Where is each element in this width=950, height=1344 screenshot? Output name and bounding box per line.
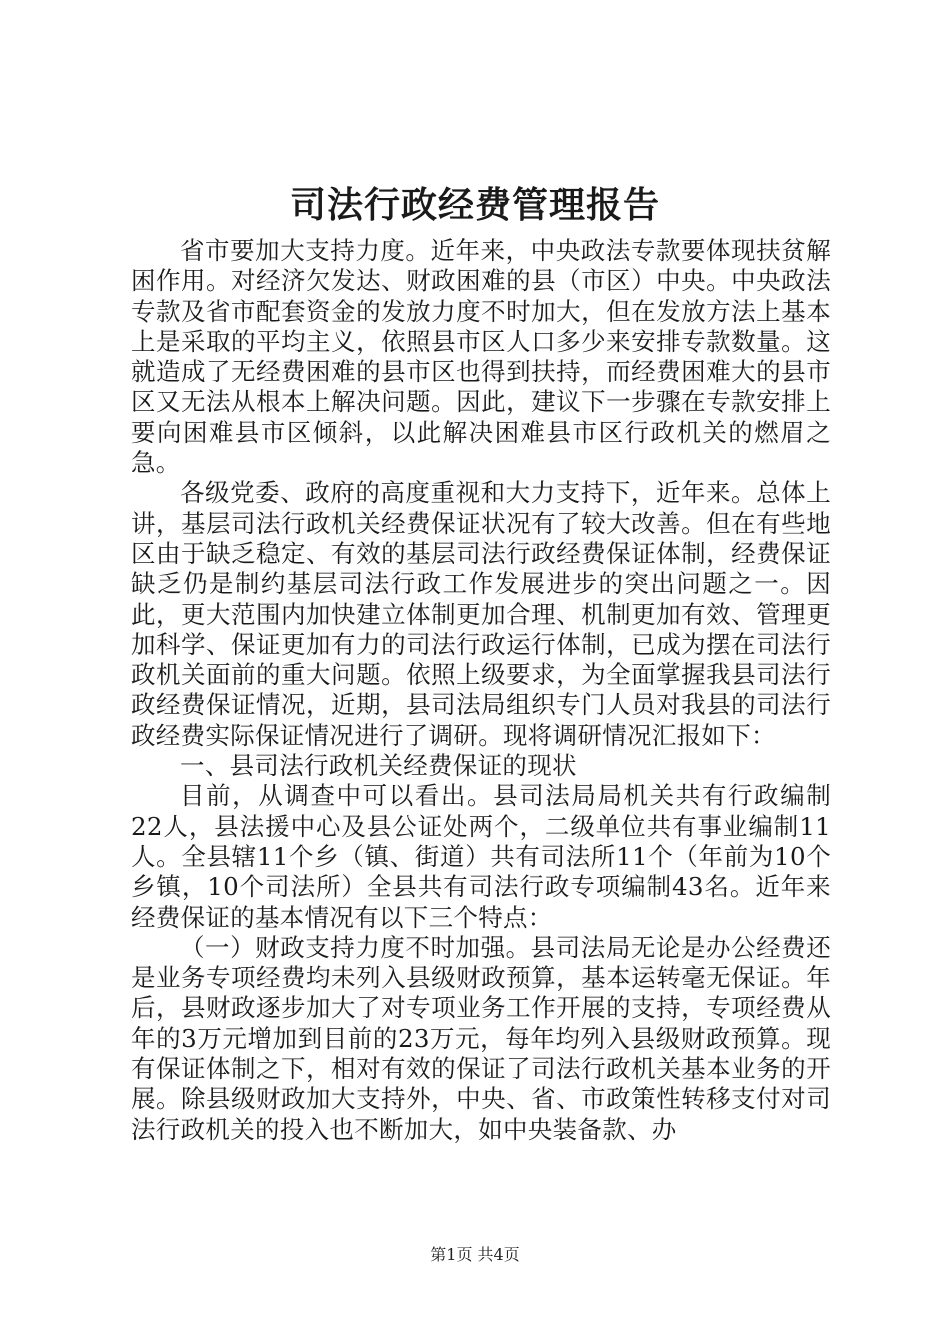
document-title: 司法行政经费管理报告	[289, 184, 660, 226]
paragraph-support-funding: 省市要加大支持力度。近年来，中央政法专款要体现扶贫解困作用。对经济欠发达、财政困难的县（市区）中央。中央政法专款及省市配套资金的发放力度不时加大，但在发放方法上基本上是采取的平均主义，依照县市区人口多少来安排专款数量。这就造成了无经费困难的县市区也得到扶持，而经费困难大的县市区又无法从根本上解决问题。因此，建议下一步骤在专款安排上要向困难县市区倾斜，以此解决困难县市区行政机关的燃眉之急。	[131, 236, 831, 478]
document-body	[131, 236, 831, 1145]
paragraph-introduction: 各级党委、政府的高度重视和大力支持下，近年来。总体上讲，基层司法行政机关经费保证状况有了较大改善。但在有些地区由于缺乏稳定、有效的基层司法行政经费保证体制，经费保证缺乏仍是制约基层司法行政工作发展进步的突出问题之一。因此，更大范围内加快建立体制更加合理、机制更加有效、管理更加科学、保证更加有力的司法行政运行体制，已成为摆在司法行政机关面前的重大问题。依照上级要求，为全面掌握我县司法行政经费保证情况，近期，县司法局组织专门人员对我县的司法行政经费实际保证情况进行了调研。现将调研情况汇报如下：	[131, 478, 831, 750]
section-heading-current-status: 一、县司法行政机关经费保证的现状	[180, 751, 577, 781]
paragraph-financial-support: （一）财政支持力度不时加强。县司法局无论是办公经费还是业务专项经费均未列入县级财政预算，基本运转毫无保证。年后，县财政逐步加大了对专项业务工作开展的支持，专项经费从年的3万元增加到目前的23万元，每年均列入县级财政预算。现有保证体制之下，相对有效的保证了司法行政机关基本业务的开展。除县级财政加大支持外，中央、省、市政策性转移支付对司法行政机关的投入也不断加大，如中央装备款、办	[131, 932, 831, 1144]
paragraph-staffing: 目前，从调查中可以看出。县司法局局机关共有行政编制22人，县法援中心及县公证处两个，二级单位共有事业编制11人。全县辖11个乡（镇、街道）共有司法所11个（年前为10个乡镇，10个司法所）全县共有司法行政专项编制43名。近年来经费保证的基本情况有以下三个特点：	[131, 781, 831, 932]
page-number-footer: 第1页 共4页	[430, 1245, 520, 1264]
